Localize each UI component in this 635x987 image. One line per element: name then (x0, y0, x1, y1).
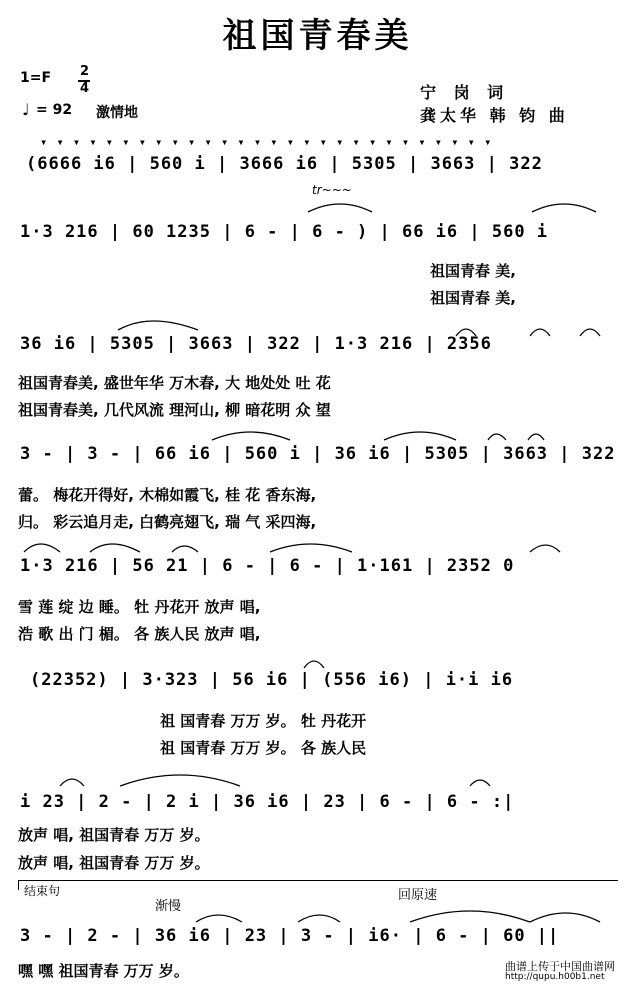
slur (90, 544, 140, 552)
footer-line-1: 曲谱上传于中国曲谱网 (505, 960, 615, 973)
slur (270, 544, 352, 552)
staff-2-lyrics-verse-1: 祖国青春 美, (430, 262, 516, 280)
slur (530, 329, 550, 336)
staff-8-notes: 3 - | 2 - | 36 i6 | 23 | 3 - | i6· | 6 - | 60 || (20, 926, 560, 946)
slur (384, 432, 456, 440)
staff-3-notes: 36 i6 | 5305 | 3663 | 322 | 1·3 216 | 2356 (20, 334, 492, 354)
composer-credit: 龚太华 韩 钧 曲 (420, 106, 569, 125)
lyricist-credit: 宁 岗 词 (420, 83, 510, 102)
staff-4-lyrics-verse-1: 蕾。 梅花开得好, 木棉如霞飞, 桂 花 香东海, (18, 486, 317, 504)
time-signature-bottom: 4 (80, 81, 90, 96)
staff-6-lyrics-verse-2: 祖 国青春 万万 岁。 各 族人民 (160, 739, 367, 757)
quarter-note-icon: ♩ (22, 100, 30, 119)
ritardando-mark: 渐慢 (155, 899, 182, 914)
slur (298, 915, 340, 922)
a-tempo-mark: 回原速 (398, 888, 438, 903)
staff-8-lyrics: 嘿 嘿 祖国青春 万万 岁。 (18, 962, 189, 980)
ending-label: 结束句 (24, 884, 61, 898)
slur (304, 661, 324, 668)
staff-6-lyrics-verse-1: 祖 国青春 万万 岁。 牡 丹花开 (160, 712, 367, 730)
time-signature-top: 2 (80, 64, 90, 79)
page-title: 祖国青春美 (222, 16, 413, 56)
slur (196, 915, 242, 922)
staff-5-lyrics-verse-2: 浩 歌 出 门 楣。 各 族人民 放声 唱, (18, 625, 261, 643)
staff-7-lyrics-verse-1: 放声 唱, 祖国青春 万万 岁。 (18, 826, 210, 844)
trill-mark: tr~~~ (312, 183, 352, 197)
staff-7-notes: i 23 | 2 - | 2 i | 36 i6 | 23 | 6 - | 6 - :| (20, 792, 515, 812)
footer-line-2: http://qupu.h00b1.net (505, 972, 605, 982)
slur (308, 204, 372, 212)
slur (60, 779, 84, 786)
slur (410, 911, 530, 922)
slur (470, 780, 490, 786)
staff-2-lyrics-verse-2: 祖国青春 美, (430, 289, 516, 307)
slur (532, 204, 596, 212)
slur (172, 546, 198, 552)
slur (488, 434, 506, 440)
staff-5-notes: 1·3 216 | 56 21 | 6 - | 6 - | 1·161 | 2352 0 (20, 556, 515, 576)
staff-2-notes: 1·3 216 | 60 1235 | 6 - | 6 - ) | 66 i6 | 560 i (20, 222, 549, 242)
staff-5-lyrics-verse-1: 雪 莲 绽 边 睡。 牡 丹花开 放声 唱, (18, 598, 261, 616)
staff-4-notes: 3 - | 3 - | 66 i6 | 560 i | 36 i6 | 5305 | 3663 | 322 (20, 444, 616, 464)
slur (528, 434, 544, 440)
slur (120, 775, 240, 786)
slur (530, 545, 560, 552)
slur (580, 329, 600, 336)
tempo-marking: = 92 (36, 102, 73, 118)
staff-7-lyrics-verse-2: 放声 唱, 祖国青春 万万 岁。 (18, 854, 210, 872)
slur (212, 432, 290, 440)
staff-4-lyrics-verse-2: 归。 彩云追月走, 白鹤亮翅飞, 瑞 气 采四海, (18, 513, 317, 531)
slur (456, 329, 476, 336)
expression-marking: 激情地 (96, 105, 138, 121)
slur (118, 321, 198, 330)
slur (24, 544, 60, 552)
staff-3-lyrics-verse-1: 祖国青春美, 盛世年华 万木春, 大 地处处 吐 花 (18, 374, 331, 392)
slur (530, 913, 600, 922)
key-signature: 1=F (20, 70, 52, 86)
staff-1-notes: (6666 i6 | 560 i | 3666 i6 | 5305 | 3663 | 322 (26, 154, 543, 174)
staff-3-lyrics-verse-2: 祖国青春美, 几代风流 理河山, 柳 暗花明 众 望 (18, 401, 331, 419)
staff-6-notes: (22352) | 3·323 | 56 i6 | (556 i6) | i·i i6 (30, 670, 514, 690)
accent-marks: ▾ ▾ ▾ ▾ ▾ ▾ ▾ ▾ ▾ ▾ ▾ ▾ ▾ ▾ ▾ ▾ ▾ ▾ ▾ ▾ ▾ ▾ ▾ ▾ ▾ ▾ ▾ ▾ (40, 135, 493, 149)
